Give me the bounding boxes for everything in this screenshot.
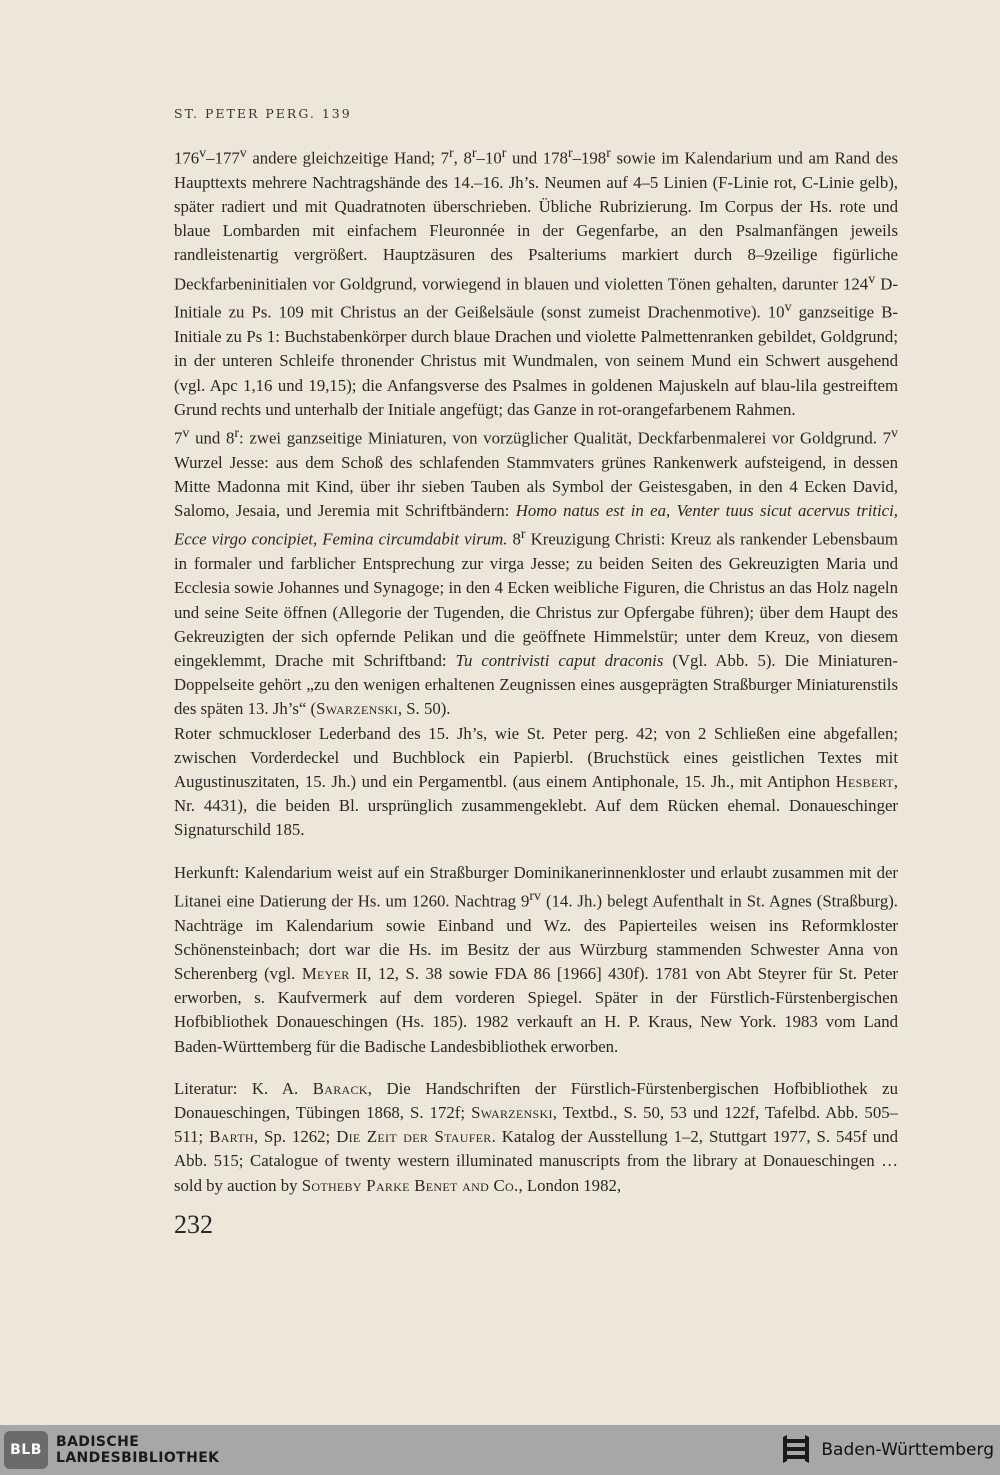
paragraph-literature: Literatur: K. A. Barack, Die Handschriften der Fürstlich-Fürstenbergischen Hofbibliothek zu Donaueschingen, Tübingen 1868, S. 172f; Swarzenski, Textbd., S. 50, 53 und 122f, Tafelbd. Abb. 505–511; Barth, Sp. 1262; Die Zeit der Staufer. Katalog der Ausstellung 1–2, Stuttgart 1977, S. 545f und Abb. 515; Catalogue of twenty western illuminated manuscripts from the library at Donaueschingen … sold by auction by Sotheby Parke Benet and Co., London 1982, bbox=[174, 1078, 898, 1195]
body-text bbox=[174, 142, 898, 1198]
state-coat-of-arms-icon bbox=[781, 1431, 811, 1469]
running-head: ST. PETER PERG. 139 bbox=[174, 106, 352, 121]
page-number: 232 bbox=[174, 1210, 213, 1239]
library-name-line2: LANDESBIBLIOTHEK bbox=[56, 1450, 220, 1466]
library-name-line1: BADISCHE bbox=[56, 1434, 140, 1450]
paragraph-binding: Roter schmuckloser Lederband des 15. Jh’s, wie St. Peter perg. 42; von 2 Schließen eine abgefallen; zwischen Vorderdeckel und Buchblock ein Papierbl. (Bruchstück eines geistlichen Textes mit Augustinuszitaten, 15. Jh.) und ein Pergamentbl. (aus einem Antiphonale, 15. Jh., mit Antiphon Hesbert, Nr. 4431), die beiden Bl. ursprünglich zusammengeklebt. Auf dem Rücken ehemal. Donaueschinger Signaturschild 185. bbox=[174, 723, 898, 840]
paragraph-miniatures: 7$^v$ und 8$^r$: zwei ganzseitige Miniaturen, von vorzüglicher Qualität, Deckfarbenmalerei vor Goldgrund. 7$^v$ Wurzel Jesse: aus dem Schoß des schlafenden Stammvaters grünes Rankenwerk aufsteigend, in dessen Mitte Madonna mit Kind, über ihr sieben Tauben als Symbol der Geistesgaben, in den 4 Ecken David, Salomo, Jesaia, und Jeremia mit Schriftbändern: Homo natus est in ea, Venter tuus sicut acervus tritici, Ecce virgo concipiet, Femina circumdabit virum. 8$^r$ Kreuzigung Christi: Kreuz als rankender Lebensbaum in formaler und farblicher Entsprechung zur virga Jesse; zu beiden Seiten des Gekreuzigten Maria und Ecclesia sowie Johannes und Synagoge; in den 4 Ecken weibliche Figuren, die Christus an das Holz nageln und seine Seite öffnen (Allegorie der Tugenden, die Christus zur Opfergabe führen); über dem Haupt des Gekreuzigten der sich opfernde Pelikan und die geöffnete Himmelstür; unter dem Kreuz, von diesem eingeklemmt, Drache mit Schriftband: Tu contrivisti caput draconis (Vgl. Abb. 5). Die Miniaturen-Doppelseite gehört „zu den wenigen erhaltenen Zeugnissen eines ausgeprägten Straßburger Miniaturenstils des späten 13. Jh’s“ (Swarzenski, S. 50). bbox=[174, 426, 899, 719]
footer-bar bbox=[0, 1425, 1000, 1475]
bw-logo-link[interactable] bbox=[781, 1431, 1000, 1469]
state-name: Baden-Württemberg bbox=[821, 1440, 994, 1460]
paragraph-provenance: Herkunft: Kalendarium weist auf ein Straßburger Dominikanerinnenkloster und erlaubt zusammen mit der Litanei eine Datierung der Hs. um 1260. Nachtrag $9^{rv}$ (14. Jh.) belegt Aufenthalt in St. Agnes (Straßburg). Nachträge im Kalendarium sowie Einband und Wz. des Papierteiles weisen ins Reformkloster Schönensteinbach; dort war die Hs. im Besitz der aus Würzburg stammenden Schwester Anna von Scherenberg (vgl. Meyer II, 12, S. 38 sowie FDA 86 [1966] 430f). 1781 von Abt Steyrer für St. Peter erworben, s. Kaufvermerk auf dem vorderen Spiegel. Später in der Fürstlich-Fürstenbergischen Hofbibliothek Donaueschingen (Hs. 185). 1982 verkauft an H. P. Kraus, New York. 1983 vom Land Baden-Württemberg für die Badische Landesbibliothek erworben. bbox=[174, 862, 898, 1056]
paragraph-decoration: 176$^v$–177$^v$ andere gleichzeitige Hand; 7$^r$, 8$^r$–10$^r$ und 178$^r$–198$^r$ sowie im Kalendarium und am Rand des Haupttexts mehrere Nachtragshände des 14.–16. Jh’s. Neumen auf 4–5 Linien (F-Linie rot, C-Linie gelb), später radiert und mit Quadratnoten überschrieben. Übliche Rubrizierung. Im Corpus der Hs. rote und blaue Lombarden mit einfachem Fleuronnée in der Gegenfarbe, an den Psalmanfängen jeweils randleistenartig vergrößert. Hauptzäsuren des Psalteriums markiert durch 8–9zeilige figürliche Deckfarbeninitialen vor Goldgrund, vorwiegend in blauen und violetten Tönen gehalten, darunter 124$^v$ D-Initiale zu Ps. 109 mit Christus an der Geißelsäule (sonst zumeist Drachenmotive). 10$^v$ ganzseitige B-Initiale zu Ps 1: Buchstabenkörper durch blaue Drachen und violette Palmettenranken gebildet, Goldgrund; in der unteren Schleife thronender Christus mit Wundmalen, von seinem Mund ein Schwert ausgehend (vgl. Apc 1,16 und 19,15); die Anfangsverse des Psalmes in goldenen Majuskeln auf blau-lila gestreiftem Grund rechts und unterhalb der Initiale angefügt; das Ganze in rot-orangefarbenem Rahmen. bbox=[174, 146, 899, 419]
blb-logo-icon: BLB bbox=[4, 1431, 48, 1469]
blb-logo-link[interactable] bbox=[0, 1431, 219, 1469]
library-name bbox=[56, 1434, 219, 1466]
